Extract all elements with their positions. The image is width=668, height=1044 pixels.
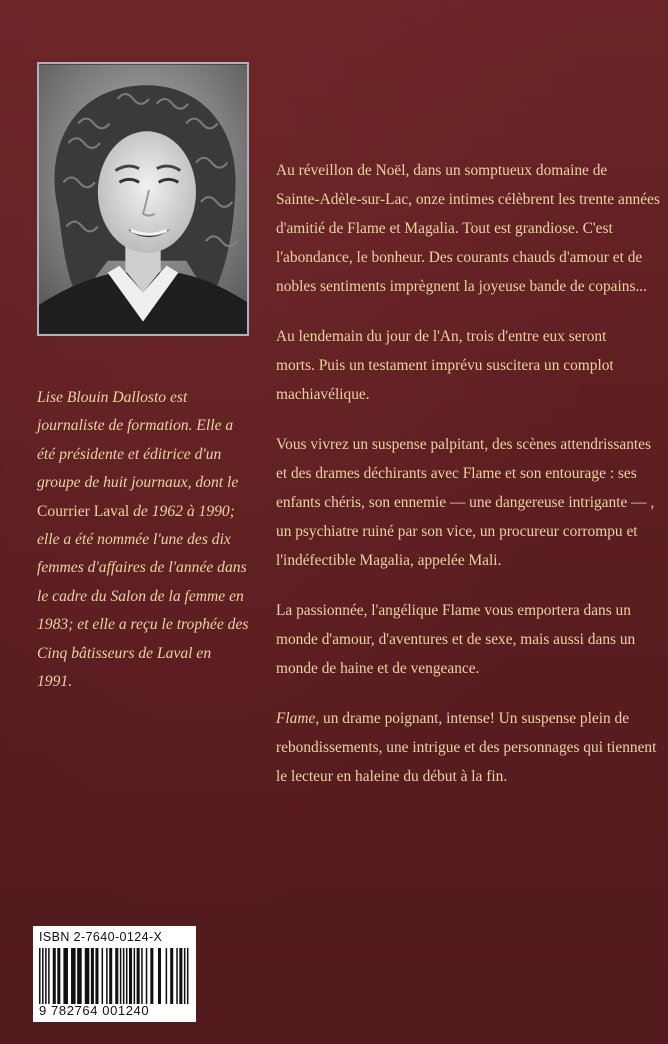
barcode-bar	[63, 948, 68, 1004]
barcode-bar	[126, 948, 128, 1004]
isbn-number: ISBN 2-7640-0124-X	[39, 930, 163, 944]
barcode-bar	[141, 948, 143, 1004]
barcode-bar	[134, 948, 136, 1004]
barcode-bar	[95, 948, 98, 1004]
barcode-bar	[71, 948, 76, 1004]
synopsis-line: un psychiatre ruiné par son vice, un procureur corrompu et	[276, 523, 638, 540]
barcode-bar	[102, 948, 104, 1004]
barcode-bar	[123, 948, 125, 1004]
barcode-bar	[176, 948, 178, 1004]
author-bio	[37, 384, 253, 696]
barcode-bar	[39, 948, 41, 1004]
book-title: Flame	[276, 710, 316, 727]
synopsis	[276, 156, 660, 812]
barcode-bar	[158, 948, 161, 1004]
synopsis-line: Au réveillon de Noël, dans un somptueux domaine de	[276, 162, 608, 179]
barcode-bar	[179, 948, 182, 1004]
synopsis-paragraph-4	[276, 596, 644, 683]
synopsis-line: machiavélique.	[276, 386, 370, 403]
barcode-bar	[170, 948, 173, 1004]
synopsis-line: Au lendemain du jour de l'An, trois d'entre eux seront	[276, 328, 607, 345]
barcode-bar	[120, 948, 122, 1004]
synopsis-line: Sainte-Adèle-sur-Lac, onze intimes célèbrent les trente années	[276, 191, 660, 208]
synopsis-line: d'amitié de Flame et Magalia. Tout est grandiose. C'est	[276, 220, 613, 237]
barcode-bar	[150, 948, 153, 1004]
barcode-bar	[187, 948, 189, 1004]
bio-newspaper-title: Courrier Laval	[37, 502, 130, 520]
barcode-bar	[146, 948, 148, 1004]
barcode-bar	[137, 948, 140, 1004]
synopsis-line-rest: , un drame poignant, intense! Un suspense plein de	[315, 710, 630, 727]
barcode-bar	[45, 948, 47, 1004]
synopsis-line: et des drames déchirants avec Flame et son entourage : ses	[276, 465, 637, 482]
synopsis-line: le lecteur en haleine du début à la fin.	[276, 768, 508, 785]
synopsis-line: La passionnée, l'angélique Flame vous emportera dans un	[276, 602, 631, 619]
isbn-barcode	[33, 926, 196, 1022]
barcode-bar	[106, 948, 108, 1004]
barcode-bar	[57, 948, 60, 1004]
synopsis-line	[276, 704, 644, 733]
author-bio-text	[37, 384, 253, 696]
barcode-bar	[115, 948, 118, 1004]
barcode-bar	[48, 948, 50, 1004]
synopsis-line: l'abondance, le bonheur. Des courants chauds d'amour et de	[276, 249, 643, 266]
barcode-bar	[91, 948, 94, 1004]
synopsis-line: enfants chéris, son ennemie — une dangereuse intrigante — ,	[276, 494, 655, 511]
synopsis-line: rebondissements, une intrigue et des personnages qui tiennent	[276, 739, 657, 756]
author-portrait-image	[39, 64, 247, 334]
synopsis-paragraph-5	[276, 704, 657, 791]
synopsis-paragraph-3	[276, 430, 655, 575]
synopsis-line: monde de haine et de vengeance.	[276, 660, 480, 677]
barcode-bar	[53, 948, 56, 1004]
barcode-bar	[85, 948, 90, 1004]
synopsis-line: l'indéfectible Magalia, appelée Mali.	[276, 552, 502, 569]
barcode-bars	[39, 948, 190, 1004]
synopsis-line: morts. Puis un testament imprévu suscitera un complot	[276, 357, 614, 374]
ean-number: 9 782764 001240	[39, 1003, 150, 1018]
barcode-bar	[77, 948, 82, 1004]
barcode-bar	[109, 948, 112, 1004]
synopsis-paragraph-2	[276, 322, 644, 409]
synopsis-line: Vous vivrez un suspense palpitant, des scènes attendrissantes	[276, 436, 651, 453]
barcode-bar	[42, 948, 44, 1004]
synopsis-line: monde d'amour, d'aventures et de sexe, mais aussi dans un	[276, 631, 636, 648]
barcode-bar	[184, 948, 186, 1004]
barcode-bar	[129, 948, 132, 1004]
synopsis-line: nobles sentiments imprègnent la joyeuse bande de copains...	[276, 278, 647, 295]
barcode-bar	[166, 948, 168, 1004]
bio-segment-3: de 1962 à 1990; elle a été nommée l'une des dix femmes d'affaires de l'année dans le cadre du Salon de la femme en 1983; et elle a reçu le trophée des Cinq bâtisseurs de Laval en 1991.	[37, 502, 253, 691]
bio-segment-1: Lise Blouin Dallosto est journaliste de formation. Elle a été présidente et éditrice d'un groupe de huit journaux, dont le	[37, 389, 243, 492]
author-photo	[37, 62, 249, 336]
synopsis-paragraph-1	[276, 156, 660, 301]
